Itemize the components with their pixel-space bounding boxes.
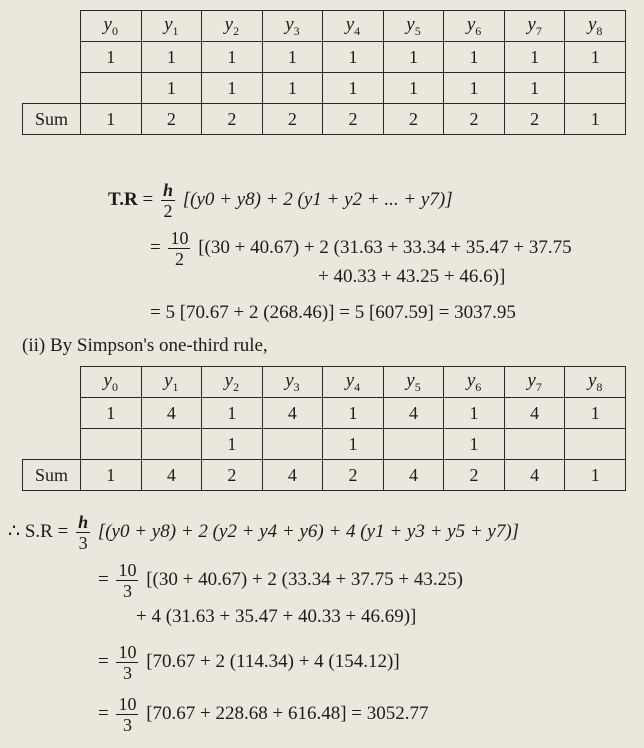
header-y7: $y_7$ [504,11,565,42]
sum-row [23,104,626,135]
header-y1: $y_1$ [141,11,202,42]
sr-formula-expression: [(y0 + y8) + 2 (y2 + y4 + y6) + 4 (y1 + y3 + y5 + y7)] [97,520,520,542]
sum-cell: 2 [323,104,384,135]
table-cell [565,73,626,104]
header-y7: $y_7$ [504,367,565,398]
equals-sign: = [150,236,161,258]
table-cell: 1 [141,73,202,104]
h-over-3-fraction: $\frac{h}{3}$ [78,512,89,553]
header-y2: $y_2$ [202,11,263,42]
table-cell: 1 [565,398,626,429]
table-cell [262,429,323,460]
header-y4: $y_4$ [323,367,384,398]
equals-sign: = [57,520,69,542]
sum-cell: 2 [202,460,263,491]
table-cell: 1 [81,42,142,73]
table-cell: 1 [504,73,565,104]
sum-cell: 2 [444,104,505,135]
sr-substitution-line [98,560,463,601]
header-y6: $y_6$ [444,367,505,398]
sum-cell: 4 [504,460,565,491]
table-cell: 1 [444,429,505,460]
table-cell: 1 [262,73,323,104]
ten-over-2-fraction: $\frac{10}{2}$ [170,228,189,269]
table-cell: 1 [383,73,444,104]
table-cell: 1 [141,42,202,73]
table-cell: 1 [81,398,142,429]
sum-cell: 2 [383,104,444,135]
sum-cell: 2 [262,104,323,135]
sr-result-line [98,694,429,735]
simpson-coefficient-table [22,366,626,491]
sum-cell: 2 [504,104,565,135]
sum-cell: 1 [81,460,142,491]
sum-label: Sum [23,104,81,135]
tr-substitution-line [150,228,572,269]
table-row [23,73,626,104]
table-cell: 1 [383,42,444,73]
table-cell [383,429,444,460]
ten-over-3-fraction: $\frac{10}{3}$ [118,560,137,601]
header-y4: $y_4$ [323,11,384,42]
header-y8: $y_8$ [565,367,626,398]
sr-substitution-expression: [(30 + 40.67) + 2 (33.34 + 37.75 + 43.25) [146,568,463,590]
table-cell: 1 [323,42,384,73]
sr-result-expression: [70.67 + 228.68 + 616.48] = 3052.77 [146,702,429,724]
sum-cell: 4 [383,460,444,491]
tr-formula-expression: [(y0 + y8) + 2 (y1 + y2 + ... + y7)] [182,188,453,210]
table-cell: 1 [202,42,263,73]
table-cell: 1 [323,73,384,104]
table-row [23,429,626,460]
sum-cell: 2 [141,104,202,135]
tr-result-line: = 5 [70.67 + 2 (268.46)] = 5 [607.59] = 3037.95 [150,302,516,323]
table-cell: 1 [262,42,323,73]
header-y3: $y_3$ [262,367,323,398]
sum-cell: 1 [565,460,626,491]
sum-cell: 1 [81,104,142,135]
header-y3: $y_3$ [262,11,323,42]
table-cell: 1 [202,73,263,104]
table-cell: 4 [141,398,202,429]
table-cell [141,429,202,460]
sr-simplified-expression: [70.67 + 2 (114.34) + 4 (154.12)] [146,650,400,672]
table-cell: 4 [262,398,323,429]
tr-formula-line [108,180,453,221]
tr-label: T.R [108,188,138,210]
table-cell: 1 [444,398,505,429]
sum-cell: 1 [565,104,626,135]
table-cell: 1 [444,42,505,73]
table-cell [81,73,142,104]
table-cell: 1 [202,429,263,460]
tr-substitution-expression: [(30 + 40.67) + 2 (31.63 + 33.34 + 35.47 + 37.75 [198,236,572,258]
table-cell: 1 [202,398,263,429]
header-y5: $y_5$ [383,11,444,42]
header-y1: $y_1$ [141,367,202,398]
equals-sign: = [142,188,154,210]
table-cell: 4 [383,398,444,429]
sum-cell: 2 [323,460,384,491]
table-cell: 4 [504,398,565,429]
sum-cell: 4 [141,460,202,491]
table-cell [81,429,142,460]
table-cell [504,429,565,460]
table-cell: 1 [565,42,626,73]
table-header-row [23,367,626,398]
table-row [23,398,626,429]
equals-sign: = [98,702,109,724]
sr-simplified-line [98,642,400,683]
sr-continuation-line: + 4 (31.63 + 35.47 + 40.33 + 46.69)] [136,606,417,627]
sr-formula-line [8,512,519,553]
table-header-row [23,11,626,42]
header-y6: $y_6$ [444,11,505,42]
header-y0: $y_0$ [81,367,142,398]
table-cell: 1 [444,73,505,104]
header-y5: $y_5$ [383,367,444,398]
table-cell: 1 [323,398,384,429]
equals-sign: = [98,650,109,672]
sum-label: Sum [23,460,81,491]
table-row [23,42,626,73]
table-cell: 1 [323,429,384,460]
sum-row [23,460,626,491]
equals-sign: = [98,568,109,590]
sr-label: S.R [24,520,53,542]
sum-cell: 2 [444,460,505,491]
h-over-2-fraction: $\frac{h}{2}$ [162,180,173,221]
tr-continuation-line: + 40.33 + 43.25 + 46.6)] [318,266,506,287]
header-y8: $y_8$ [565,11,626,42]
sum-cell: 2 [202,104,263,135]
header-y0: $y_0$ [81,11,142,42]
simpson-heading: (ii) By Simpson's one-third rule, [22,335,268,356]
ten-over-3-fraction: $\frac{10}{3}$ [118,694,137,735]
trapezoidal-coefficient-table [22,10,626,135]
header-y2: $y_2$ [202,367,263,398]
sum-cell: 4 [262,460,323,491]
ten-over-3-fraction: $\frac{10}{3}$ [118,642,137,683]
table-cell [565,429,626,460]
therefore-symbol: ∴ [8,520,21,542]
table-cell: 1 [504,42,565,73]
